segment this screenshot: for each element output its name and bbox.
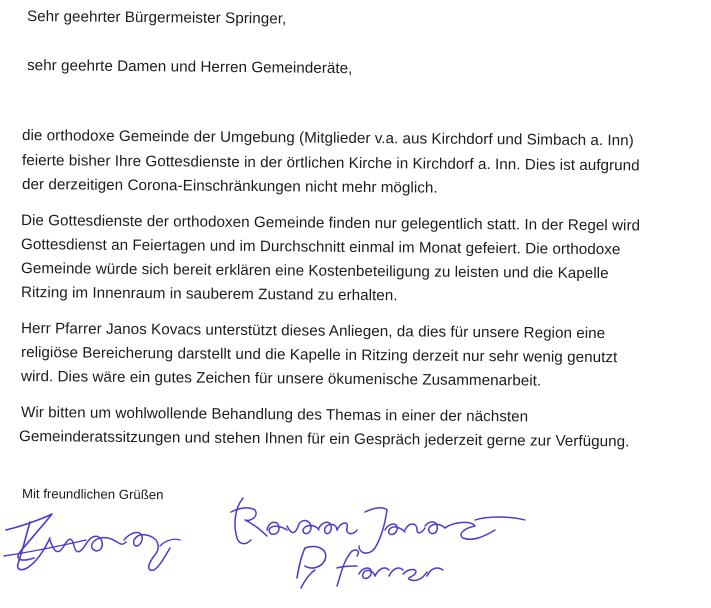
paragraph-line: Gemeinderatssitzungen und stehen Ihnen für ein Gespräch jederzeit gerne zur Verfügung. [18,428,630,451]
paragraph-line: Die Gottesdienste der orthodoxen Gemeinde finden nur gelegentlich statt. In der Regel wird [20,212,641,235]
paragraph-line: wird. Dies wäre ein gutes Zeichen für unsere ökumenische Zusammenarbeit. [20,368,542,390]
paragraph-line: Ritzing im Innenraum in sauberem Zustand zu erhalten. [20,284,398,305]
closing-phrase: Mit freundlichen Grüßen [21,486,164,503]
paragraph-line: feierte bisher Ihre Gottesdienste in der örtlichen Kirche in Kirchdorf a. Inn. Dies ist aufgrund [21,152,640,175]
paragraph-line: Gemeinde würde sich bereit erklären eine Kostenbeteiligung zu leisten und die Kapelle [20,260,609,283]
salutation-mayor: Sehr geehrter Bürgermeister Springer, [26,8,287,28]
paragraph-line: Wir bitten um wohlwollende Behandlung des Themas in einer der nächsten [20,404,529,426]
salutation-council: sehr geehrte Damen und Herren Gemeinderäte, [26,57,353,78]
paragraph-line: religiöse Bereicherung darstellt und die Kapelle in Ritzing derzeit nur sehr wenig genutzt [20,344,618,367]
paragraph-line: Gottesdienst an Feiertagen und im Durchschnitt einmal im Monat gefeiert. Die orthodoxe [20,236,621,259]
paragraph-line: der derzeitigen Corona-Einschränkungen nicht mehr möglich. [21,176,438,197]
paragraph-line: Herr Pfarrer Janos Kovacs unterstützt dieses Anliegen, da dies für unsere Region eine [20,320,606,343]
signature-left [0,500,200,580]
paragraph-line: die orthodoxe Gemeinde der Umgebung (Mitglieder v.a. aus Kirchdorf und Simbach a. Inn) [21,127,634,150]
signature-right [225,490,545,600]
